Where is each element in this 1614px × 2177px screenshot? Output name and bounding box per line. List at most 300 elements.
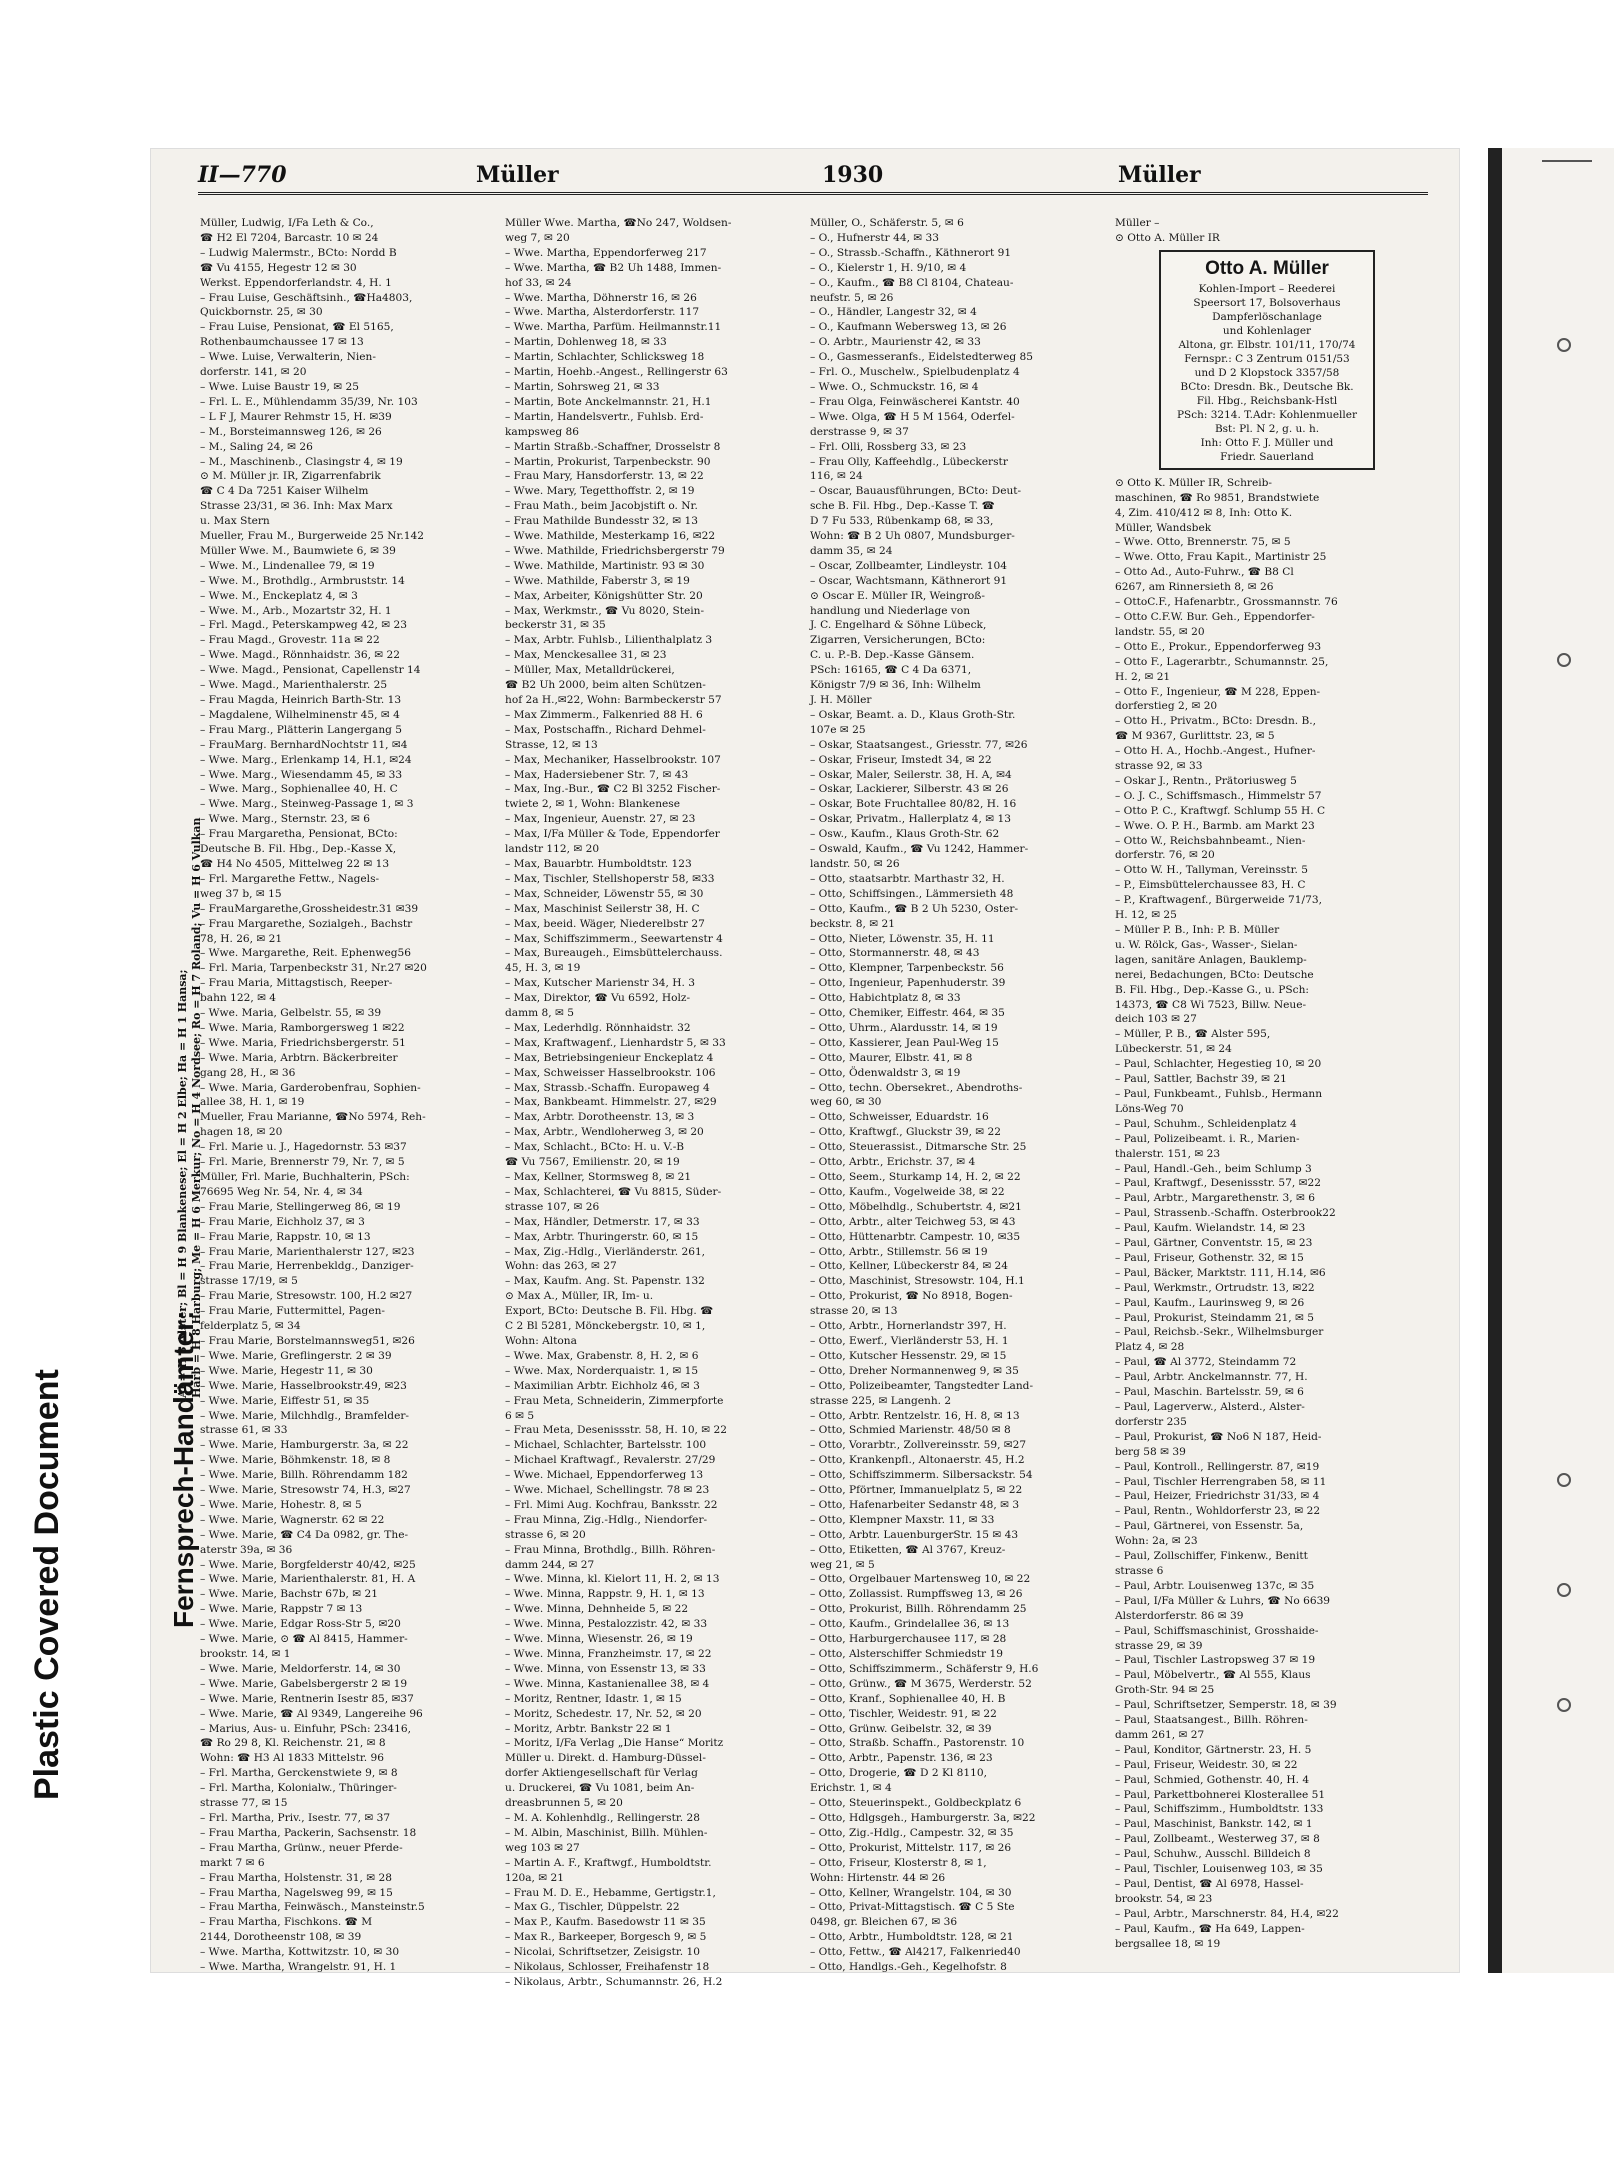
directory-entry: – Wwe. Mathilde, Martinistr. 93 ✉ 30 [505, 559, 705, 572]
directory-entry: – Wwe. M., Enckeplatz 4, ✉ 3 [200, 589, 358, 602]
directory-entry: strasse 17/19, ✉ 5 [200, 1275, 298, 1288]
binding-hole-icon [1557, 653, 1571, 667]
directory-entry: – Frau Marie, Eichholz 37, ✉ 3 [200, 1215, 365, 1228]
directory-entry: – Wwe. Maria, Garderobenfrau, Sophien- [200, 1081, 421, 1094]
directory-entry: – Martin, Handelsvertr., Fuhlsb. Erd- [505, 410, 704, 423]
directory-entry: – Moritz, Schedestr. 17, Nr. 52, ✉ 20 [505, 1707, 702, 1720]
directory-entry: – Otto, Harburgerchausee 117, ✉ 28 [810, 1633, 1007, 1646]
directory-entry: – Frau Meta, Schneiderin, Zimmerpforte [505, 1394, 724, 1407]
directory-entry: strasse 61, ✉ 33 [200, 1424, 288, 1437]
directory-entry: – Magdalene, Wilhelminenstr 45, ✉ 4 [200, 708, 400, 721]
directory-entry: – Max, Strassb.-Schaffn. Europaweg 4 [505, 1081, 710, 1094]
directory-entry: – Max, Kellner, Stormsweg 8, ✉ 21 [505, 1171, 692, 1183]
directory-entry: strasse 92, ✉ 33 [1115, 760, 1203, 773]
directory-entry: – Ludwig Malermstr., BCto: Nordd B [200, 246, 397, 259]
directory-entry: – Wwe. Marie, Milchhdlg., Bramfelder- [200, 1409, 409, 1422]
directory-entry: – Otto, Maurer, Elbstr. 41, ✉ 8 [810, 1051, 973, 1064]
directory-entry: dorferstr. 76, ✉ 20 [1115, 849, 1215, 862]
directory-entry: – Wwe. M., Arb., Mozartstr 32, H. 1 [200, 604, 392, 617]
directory-entry: B. Fil. Hbg., Dep.-Kasse G., u. PSch: [1115, 983, 1309, 996]
directory-entry: – Otto, Etiketten, ☎ Al 3767, Kreuz- [810, 1543, 1006, 1556]
directory-entry: – Wwe. Maria, Friedrichsbergerstr. 51 [200, 1036, 406, 1049]
directory-entry: Quickbornstr. 25, ✉ 30 [200, 306, 323, 319]
directory-entry: – Otto, Hafenarbeiter Sedanstr 48, ✉ 3 [810, 1498, 1020, 1511]
directory-entry: – Martin, Hoehb.-Angest., Rellingerstr 63 [505, 366, 728, 379]
directory-entry: – Frau Luise, Pensionat, ☎ El 5165, [200, 321, 394, 334]
directory-entry: Müller, Wandsbek [1115, 521, 1212, 534]
directory-entry: – Otto, Kaufm., Grindelallee 36, ✉ 13 [810, 1618, 1010, 1631]
directory-entry: beckerstr 31, ✉ 35 [505, 619, 606, 632]
directory-entry: – Wwe. Marie, Gabelsbergerstr 2 ✉ 19 [200, 1677, 408, 1690]
directory-entry: – Oskar, Bote Fruchtallee 80/82, H. 16 [810, 798, 1017, 811]
directory-entry: derstrasse 9, ✉ 37 [810, 425, 909, 438]
directory-entry: Strasse 23/31, ✉ 36. Inh: Max Marx [200, 500, 393, 513]
directory-entry: – Paul, Schmied, Gothenstr. 40, H. 4 [1115, 1773, 1310, 1786]
directory-entry: – Wwe. Mathilde, Mesterkamp 16, ✉22 [505, 530, 716, 543]
directory-entry: – Oskar J., Rentn., Prätoriusweg 5 [1115, 774, 1297, 787]
directory-entry: – Max Zimmerm., Falkenried 88 H. 6 [505, 708, 703, 721]
directory-entry: – Otto, Tischler, Weidestr. 91, ✉ 22 [810, 1707, 997, 1720]
directory-entry: – Maximilian Arbtr. Eichholz 46, ✉ 3 [505, 1379, 700, 1392]
directory-entry: – Otto, Kellner, Wrangelstr. 104, ✉ 30 [810, 1886, 1012, 1899]
directory-entry: maschinen, ☎ Ro 9851, Brandstwiete [1115, 491, 1320, 504]
directory-entry: – Martin, Sohrsweg 21, ✉ 33 [505, 380, 660, 393]
directory-entry: – Max, Bankbeamt. Himmelstr. 27, ✉29 [505, 1096, 717, 1109]
directory-entry: – Max, Bauarbtr. Humboldtstr. 123 [505, 857, 692, 870]
directory-entry: – Otto, Vorarbtr., Zollvereinsstr. 59, ✉27 [810, 1439, 1027, 1452]
directory-entry: – Otto, Drogerie, ☎ D 2 Kl 8110, [810, 1767, 987, 1780]
directory-entry: J. H. Möller [810, 694, 872, 706]
directory-entry: Müller Wwe. M., Baumwiete 6, ✉ 39 [200, 544, 396, 557]
column-3 [810, 216, 1108, 1974]
directory-entry: – Otto F., Lagerarbtr., Schumannstr. 25, [1115, 655, 1329, 668]
directory-entry: – Frau Marie, Borstelmannsweg51, ✉26 [200, 1334, 415, 1347]
directory-entry: – Paul, Strassenb.-Schaffn. Osterbrook22 [1115, 1207, 1336, 1220]
directory-entry: – Otto, Nieter, Löwenstr. 35, H. 11 [810, 932, 995, 945]
directory-entry: – Moritz, Rentner, Idastr. 1, ✉ 15 [505, 1692, 682, 1705]
directory-entry: deich 103 ✉ 27 [1115, 1013, 1197, 1026]
directory-entry: – Osw., Kaufm., Klaus Groth-Str. 62 [810, 828, 1000, 841]
directory-entry: – Wwe. Otto, Brennerstr. 75, ✉ 5 [1115, 536, 1291, 549]
directory-entry: – Otto, Prokurist, Mittelstr. 117, ✉ 26 [810, 1841, 1012, 1854]
directory-entry: – Wwe. Luise Baustr 19, ✉ 25 [200, 380, 359, 393]
directory-entry: – O. Arbtr., Maurienstr 42, ✉ 33 [810, 336, 981, 349]
directory-entry: – Wwe. Marie, Meldorferstr. 14, ✉ 30 [200, 1662, 401, 1675]
directory-entry: dreasbrunnen 5, ✉ 20 [505, 1797, 623, 1810]
directory-entry: – Wwe. Otto, Frau Kapit., Martinistr 25 [1115, 551, 1327, 564]
directory-entry: – O., Strassb.-Schaffn., Käthnerort 91 [810, 246, 1012, 259]
directory-entry: ⊙ M. Müller jr. IR, Zigarrenfabrik [200, 470, 381, 483]
directory-entry: – Otto, Arbtr. Rentzelstr. 16, H. 8, ✉ 13 [810, 1409, 1020, 1422]
directory-entry: – Otto, Maschinist, Stresowstr. 104, H.1 [810, 1275, 1025, 1288]
directory-entry: dorfer Aktiengesellschaft für Verlag [505, 1767, 698, 1780]
fernsprech-title: Fernsprech-Handämter: [168, 1310, 199, 1628]
directory-entry: – Wwe. Marie, Edgar Ross-Str 5, ✉20 [200, 1618, 401, 1631]
directory-entry: – Frl. Mimi Aug. Kochfrau, Banksstr. 22 [505, 1498, 718, 1511]
directory-entry: – Paul, Polizeibeamt. i. R., Marien- [1115, 1132, 1300, 1145]
advert-line: Fil. Hbg., Reichsbank-Hstl [1196, 394, 1338, 407]
directory-entry: – Otto, Schiffszimmerm. Silbersackstr. 54 [810, 1469, 1033, 1482]
directory-entry: – Wwe. Maria, Gelbelstr. 55, ✉ 39 [200, 1007, 382, 1020]
directory-entry: – Otto, Kraftwgf., Gluckstr 39, ✉ 22 [810, 1126, 1002, 1139]
directory-entry: Platz 4, ✉ 28 [1115, 1341, 1185, 1354]
directory-entry: – Paul, Werkmstr., Ortrudstr. 13, ✉22 [1115, 1281, 1315, 1294]
directory-entry: – M. Albin, Maschinist, Billh. Mühlen- [505, 1826, 708, 1839]
directory-entry: – Wwe. Marie, Marienthalerstr. 81, H. A [200, 1573, 416, 1586]
directory-entry: 2144, Dorotheenstr 108, ✉ 39 [200, 1931, 362, 1944]
directory-entry: – Max, Ingenieur, Auenstr. 27, ✉ 23 [505, 813, 696, 826]
directory-entry: – Max, Kutscher Marienstr 34, H. 3 [505, 977, 695, 990]
directory-entry: – Nikolaus, Arbtr., Schumannstr. 26, H.2 [505, 1975, 723, 1988]
directory-entry: – L F J, Maurer Rehmstr 15, H. ✉39 [200, 410, 392, 423]
directory-entry: – Otto, Grünw. Geibelstr. 32, ✉ 39 [810, 1722, 992, 1735]
fernsprech-margin [150, 208, 203, 1868]
directory-entry: – Wwe. Minna, Pestalozzistr. 42, ✉ 33 [505, 1618, 708, 1631]
directory-entry: – Michael Kraftwagf., Revalerstr. 27/29 [505, 1454, 716, 1467]
binding-hole-icon [1557, 338, 1571, 352]
directory-entry: – Otto, Schweisser, Eduardstr. 16 [810, 1111, 989, 1124]
directory-entry: – Frau Maria, Mittagstisch, Reeper- [200, 977, 393, 990]
directory-entry: Wohn: Altona [505, 1334, 577, 1347]
directory-entry: – Paul, Lagerverw., Alsterd., Alster- [1115, 1401, 1305, 1413]
directory-entry: ⊙ Oscar E. Müller IR, Weingroß- [810, 589, 985, 602]
directory-entry: – Frau Martha, Nagelsweg 99, ✉ 15 [200, 1886, 393, 1899]
directory-entry: – Otto H. A., Hochb.-Angest., Hufner- [1115, 745, 1316, 758]
directory-entry: – Max, Hadersiebener Str. 7, ✉ 43 [505, 768, 689, 781]
directory-entry: 76695 Weg Nr. 54, Nr. 4, ✉ 34 [200, 1185, 363, 1198]
advert-line: Speersort 17, Bolsoverhaus [1193, 296, 1341, 309]
directory-entry: – Paul, Kraftwgf., Desenissstr. 57, ✉22 [1115, 1177, 1321, 1190]
directory-entry: – Moritz, I/Fa Verlag „Die Hanse“ Moritz [505, 1737, 724, 1750]
directory-entry: aterstr 39a, ✉ 36 [200, 1543, 293, 1556]
directory-entry: Müller – [1115, 217, 1160, 229]
adjacent-page-edge [1488, 148, 1614, 1973]
directory-entry: – Martin, Prokurist, Tarpenbeckstr. 90 [505, 455, 711, 468]
directory-entry: – Frau Marie, Marienthalerstr 127, ✉23 [200, 1245, 415, 1258]
directory-entry: weg 37 b, ✉ 15 [200, 887, 282, 900]
directory-entry: damm 244, ✉ 27 [505, 1558, 595, 1571]
directory-entry: – Wwe. Marg., Wiesendamm 45, ✉ 33 [200, 768, 403, 781]
directory-entry: – Oskar, Privatm., Hallerplatz 4, ✉ 13 [810, 813, 1011, 826]
directory-entry: – Otto, Kellner, Lübeckerstr 84, ✉ 24 [810, 1260, 1009, 1273]
directory-entry: strasse 225, ✉ Langenh. 2 [810, 1394, 952, 1407]
directory-entry: – Otto, Möbelhdlg., Schubertstr. 4, ✉21 [810, 1200, 1022, 1213]
directory-entry: Müller, Ludwig, I/Fa Leth & Co., [200, 217, 374, 229]
directory-entry: – Max, Arbtr. Dorotheenstr. 13, ✉ 3 [505, 1111, 695, 1124]
directory-entry: Müller, O., Schäferstr. 5, ✉ 6 [810, 217, 964, 229]
directory-entry: landstr. 50, ✉ 26 [810, 857, 900, 870]
directory-entry: – Max, Betriebsingenieur Enckeplatz 4 [505, 1051, 714, 1064]
directory-entry: u. Max Stern [200, 515, 270, 528]
directory-entry: – Paul, Rentn., Wohldorferstr 23, ✉ 22 [1115, 1505, 1321, 1518]
directory-entry: – Max, Maschinist Seilerstr 38, H. C [505, 902, 700, 915]
directory-entry: – Max, Zig.-Hdlg., Vierländerstr. 261, [505, 1245, 706, 1258]
directory-entry: – Otto, Friseur, Klosterstr 8, ✉ 1, [810, 1856, 987, 1869]
directory-entry: – Otto, Chemiker, Eiffestr. 464, ✉ 35 [810, 1007, 1005, 1020]
directory-entry: – Wwe. Minna, von Essenstr 13, ✉ 33 [505, 1662, 706, 1675]
headword-right: Müller [1118, 162, 1201, 188]
directory-entry: – Otto, Schmied Marienstr. 48/50 ✉ 8 [810, 1424, 1011, 1437]
directory-entry: bahn 122, ✉ 4 [200, 992, 277, 1005]
directory-entry: – M. A. Kohlenhdlg., Rellingerstr. 28 [505, 1811, 700, 1824]
directory-entry: – Frau Olly, Kaffeehdlg., Lübeckerstr [810, 455, 1008, 468]
directory-entry: – Frau Margarethe, Sozialgeh., Bachstr [200, 917, 413, 930]
column-4-top [1115, 216, 1415, 246]
directory-entry: – Otto E., Prokur., Eppendorferweg 93 [1115, 640, 1322, 653]
directory-entry: Löns-Weg 70 [1115, 1102, 1184, 1115]
directory-entry: weg 7, ✉ 20 [505, 231, 570, 244]
directory-entry: – Otto, Hdlgsgeh., Hamburgerstr. 3a, ✉22 [810, 1811, 1036, 1824]
directory-entry: – Max, Postschaffn., Richard Dehmel- [505, 723, 706, 736]
directory-entry: ⊙ Max A., Müller, IR, Im- u. [505, 1290, 654, 1303]
directory-entry: – Paul, Zollbeamt., Westerweg 37, ✉ 8 [1115, 1833, 1320, 1846]
directory-entry: – Paul, Schiffszimm., Humboldtstr. 133 [1115, 1803, 1324, 1816]
advert-line: Friedr. Sauerland [1220, 450, 1314, 463]
directory-entry: 45, H. 3, ✉ 19 [505, 962, 581, 975]
directory-entry: – Otto, Steuerassist., Ditmarsche Str. 25 [810, 1141, 1027, 1154]
directory-entry: landstr 112, ✉ 20 [505, 843, 600, 856]
directory-entry: – Frau Martha, Packerin, Sachsenstr. 18 [200, 1826, 417, 1839]
advert-line: und Kohlenlager [1222, 324, 1312, 337]
directory-entry: – Wwe. Mathilde, Friedrichsbergerstr 79 [505, 544, 725, 557]
directory-entry: – Wwe. Margarethe, Reit. Ephenweg56 [200, 947, 412, 960]
directory-entry: – O. J. C., Schiffsmasch., Himmelstr 57 [1115, 789, 1322, 802]
directory-entry: twiete 2, ✉ 1, Wohn: Blankenese [505, 798, 680, 811]
directory-entry: Wohn: ☎ H3 Al 1833 Mittelstr. 96 [200, 1752, 384, 1765]
directory-entry: – Wwe. O., Schmuckstr. 16, ✉ 4 [810, 380, 979, 393]
directory-entry: kampsweg 86 [505, 425, 579, 438]
directory-entry: – Paul, Friseur, Gothenstr. 32, ✉ 15 [1115, 1251, 1304, 1264]
directory-entry: – Paul, Zollschiffer, Finkenw., Benitt [1115, 1550, 1308, 1563]
directory-entry: – Müller P. B., Inh: P. B. Müller [1115, 924, 1280, 936]
directory-entry: – Paul, Arbtr. Louisenweg 137c, ✉ 35 [1115, 1579, 1315, 1592]
directory-entry: – Wwe. Magd., Rönnhaidstr. 36, ✉ 22 [200, 649, 401, 662]
directory-entry: – Wwe. Martha, Parfüm. Heilmannstr.11 [505, 321, 722, 334]
directory-entry: Wohn: das 263, ✉ 27 [505, 1260, 617, 1273]
directory-entry: – Otto, Prokurist, Billh. Röhrendamm 25 [810, 1603, 1027, 1616]
advert-line: Inh: Otto F. J. Müller und [1200, 436, 1334, 449]
directory-entry: – Otto, Arbtr., alter Teichweg 53, ✉ 43 [810, 1215, 1016, 1228]
directory-entry: – Paul, Kaufm., Laurinsweg 9, ✉ 26 [1115, 1296, 1305, 1309]
directory-entry: – Otto, Alsterschiffer Schmiedstr 19 [810, 1648, 1003, 1660]
directory-entry: – Frau Math., beim Jacobjstift o. Nr. [505, 500, 698, 513]
directory-entry: Deutsche B. Fil. Hbg., Dep.-Kasse X, [200, 843, 397, 856]
directory-entry: – Otto, Arbtr., Humboldtstr. 128, ✉ 21 [810, 1931, 1014, 1944]
directory-entry: – Frau Marg., Plätterin Langergang 5 [200, 723, 403, 736]
directory-entry: – P., Kraftwagenf., Bürgerweide 71/73, [1115, 894, 1322, 907]
directory-entry: – Martin, Schlachter, Schlicksweg 18 [505, 351, 705, 364]
directory-entry: – Oskar, Staatsangest., Griesstr. 77, ✉26 [810, 738, 1028, 751]
directory-entry: weg 103 ✉ 27 [505, 1841, 580, 1854]
directory-entry: – Frau Martha, Feinwäsch., Mansteinstr.5 [200, 1901, 425, 1914]
directory-entry: – Paul, Arbtr., Marschnerstr. 84, H.4, ✉22 [1115, 1907, 1339, 1920]
directory-entry: – Otto, Zollassist. Rumpffsweg 13, ✉ 26 [810, 1588, 1023, 1601]
directory-entry: PSch: 16165, ☎ C 4 Da 6371, [810, 664, 972, 677]
directory-entry: – P., Eimsbüttelerchaussee 83, H. C [1115, 879, 1306, 892]
directory-entry: – Paul, Kaufm., ☎ Ha 649, Lappen- [1115, 1922, 1305, 1935]
directory-entry: – Otto, Habichtplatz 8, ✉ 33 [810, 992, 961, 1005]
directory-entry: damm 261, ✉ 27 [1115, 1728, 1205, 1741]
directory-entry: handlung und Niederlage von [810, 604, 971, 617]
directory-entry: – Wwe. Max, Norderquaistr. 1, ✉ 15 [505, 1364, 699, 1377]
column-4-bottom [1115, 476, 1415, 1952]
directory-entry: – Martin, Bote Anckelmannstr. 21, H.1 [505, 395, 712, 408]
directory-entry: landstr. 55, ✉ 20 [1115, 625, 1205, 638]
directory-entry: – Wwe. Minna, kl. Kielort 11, H. 2, ✉ 13 [505, 1573, 720, 1586]
directory-entry: C. u. P.-B. Dep.-Kasse Gänsem. [810, 649, 975, 662]
directory-entry: – Wwe. O. P. H., Barmb. am Markt 23 [1115, 819, 1315, 832]
directory-entry: ☎ M 9367, Gurlittstr. 23, ✉ 5 [1115, 730, 1275, 743]
directory-entry: – Wwe. Magd., Pensionat, Capellenstr 14 [200, 664, 421, 677]
directory-entry: – Paul, Maschin. Bartelsstr. 59, ✉ 6 [1115, 1386, 1304, 1399]
directory-entry: strasse 107, ✉ 26 [505, 1200, 600, 1213]
directory-entry: – Wwe. Minna, Wiesenstr. 26, ✉ 19 [505, 1633, 693, 1646]
directory-entry: – Wwe. Luise, Verwalterin, Nien- [200, 351, 376, 364]
directory-entry: – Wwe. Martha, ☎ B2 Uh 1488, Immen- [505, 261, 722, 274]
directory-entry: – Otto, Privat-Mittagstisch. ☎ C 5 Ste [810, 1901, 1015, 1914]
directory-entry: – Otto, Grünw., ☎ M 3675, Werderstr. 52 [810, 1677, 1032, 1690]
directory-entry: – Otto, Polizeibeamter, Tangstedter Land- [810, 1379, 1034, 1392]
directory-entry: – Otto C.F.W. Bur. Geh., Eppendorfer- [1115, 610, 1315, 623]
advert-line: Kohlen-Import – Reederei [1198, 282, 1336, 295]
directory-entry: – Wwe. Olga, ☎ H 5 M 1564, Oderfel- [810, 410, 1015, 423]
directory-entry: – Frl. Magd., Peterskampweg 42, ✉ 23 [200, 619, 407, 632]
directory-entry: – Oskar, Beamt. a. D., Klaus Groth-Str. [810, 708, 1016, 721]
directory-entry: – Max, Schneider, Löwenstr 55, ✉ 30 [505, 887, 704, 900]
fernsprech-line-1: Al = H 3 Alster; Bl = H 9 Blankenese; El = H 2 Elbe; Ha = H 1 Hansa; [176, 969, 189, 1398]
directory-entry: – Wwe. Michael, Schellingstr. 78 ✉ 23 [505, 1484, 710, 1497]
directory-entry: – Otto, Seem., Sturkamp 14, H. 2, ✉ 22 [810, 1171, 1021, 1183]
directory-entry: allee 38, H. 1, ✉ 19 [200, 1096, 305, 1109]
directory-entry: – Otto P. C., Kraftwgf. Schlump 55 H. C [1115, 804, 1326, 817]
directory-entry: – Paul, Arbtr., Margarethenstr. 3, ✉ 6 [1115, 1192, 1315, 1205]
directory-entry: – Max, Arbtr., Wendloherweg 3, ✉ 20 [505, 1126, 704, 1139]
directory-entry: – Max, beeid. Wäger, Niederelbstr 27 [505, 917, 705, 930]
directory-entry: – Wwe. Marg., Erlenkamp 14, H.1, ✉24 [200, 753, 412, 766]
directory-entry: – Frau Marie, Stresowstr. 100, H.2 ✉27 [200, 1290, 413, 1303]
directory-entry: 120a, ✉ 21 [505, 1871, 564, 1884]
directory-entry: ☎ H2 El 7204, Barcastr. 10 ✉ 24 [200, 231, 379, 244]
directory-entry: – Wwe. Marie, Billh. Röhrendamm 182 [200, 1469, 408, 1482]
directory-entry: dorferstr 235 [1115, 1415, 1187, 1428]
directory-entry: – M., Saling 24, ✉ 26 [200, 440, 313, 453]
directory-entry: – Wwe. Max, Grabenstr. 8, H. 2, ✉ 6 [505, 1349, 699, 1362]
directory-entry: – Max, Arbtr. Thuringerstr. 60, ✉ 15 [505, 1230, 699, 1243]
directory-entry: – Wwe. Marie, Rappstr 7 ✉ 13 [200, 1603, 363, 1616]
advert-line: Dampferlöschanlage [1212, 310, 1322, 323]
otto-mueller-advert [1159, 250, 1375, 470]
directory-entry: – Max, Kraftwagenf., Lienhardstr 5, ✉ 33 [505, 1036, 726, 1049]
directory-entry: – Max, Händler, Detmerstr. 17, ✉ 33 [505, 1215, 700, 1228]
directory-entry: – Moritz, Arbtr. Bankstr 22 ✉ 1 [505, 1722, 672, 1735]
directory-entry: – M., Borsteimannsweg 126, ✉ 26 [200, 425, 382, 438]
directory-entry: – Otto Ad., Auto-Fuhrw., ☎ B8 Cl [1115, 566, 1294, 579]
directory-entry: – Otto, Steuerinspekt., Goldbeckplatz 6 [810, 1797, 1022, 1810]
directory-entry: strasse 77, ✉ 15 [200, 1797, 288, 1810]
directory-entry: weg 60, ✉ 30 [810, 1096, 882, 1109]
directory-entry: – Müller, Max, Metalldrückerei, [505, 664, 675, 677]
directory-entry: – Otto, Ingenieur, Papenhuderstr. 39 [810, 977, 1006, 990]
column-2 [505, 216, 803, 1988]
directory-entry: – Martin A. F., Kraftwgf., Humboldtstr. [505, 1856, 712, 1869]
directory-entry: – Otto F., Ingenieur, ☎ M 228, Eppen- [1115, 685, 1321, 698]
directory-entry: – Otto, Pförtner, Immanuelplatz 5, ✉ 22 [810, 1484, 1023, 1497]
directory-entry: – Otto, Krankenpfl., Altonaerstr. 45, H.2 [810, 1454, 1025, 1467]
directory-entry: – Oskar, Lackierer, Silberstr. 43 ✉ 26 [810, 783, 1009, 796]
directory-entry: – Max, I/Fa Müller & Tode, Eppendorfer [505, 828, 720, 841]
directory-entry: C 2 Bl 5281, Mönckebergstr. 10, ✉ 1, [505, 1320, 706, 1333]
directory-entry: – Max, Ing.-Bur., ☎ C2 Bl 3252 Fischer- [505, 783, 721, 796]
advert-line: Altona, gr. Elbstr. 101/11, 170/74 [1178, 338, 1356, 351]
directory-entry: – O., Hufnerstr 44, ✉ 33 [810, 231, 940, 244]
directory-entry: – Otto, Schiffszimmerm., Schäferstr 9, H.6 [810, 1662, 1039, 1675]
directory-entry: – Frl. Margarethe Fettw., Nagels- [200, 872, 380, 885]
directory-entry: – Wwe. Mathilde, Faberstr 3, ✉ 19 [505, 574, 690, 587]
directory-entry: beckstr. 8, ✉ 21 [810, 917, 895, 930]
directory-entry: – Otto, Zig.-Hdlg., Campestr. 32, ✉ 35 [810, 1826, 1014, 1839]
directory-entry: – Otto, Arbtr. LauenburgerStr. 15 ✉ 43 [810, 1528, 1019, 1541]
directory-entry: – Frl. L. E., Mühlendamm 35/39, Nr. 103 [200, 395, 418, 408]
directory-entry: – Paul, Tischler, Louisenweg 103, ✉ 35 [1115, 1863, 1323, 1876]
directory-entry: berg 58 ✉ 39 [1115, 1445, 1186, 1458]
directory-entry: ☎ Vu 4155, Hegestr 12 ✉ 30 [200, 261, 357, 274]
directory-entry: – Frau Marie, Futtermittel, Pagen- [200, 1305, 385, 1318]
directory-entry: – Max, Kaufm. Ang. St. Papenstr. 132 [505, 1275, 705, 1288]
directory-entry: – Wwe. Minna, Kastanienallee 38, ✉ 4 [505, 1677, 710, 1690]
directory-entry: Königstr 7/9 ✉ 36, Inh: Wilhelm [810, 679, 981, 692]
directory-entry: – Frl. Martha, Kolonialw., Thüringer- [200, 1782, 397, 1795]
directory-entry: – Otto, Prokurist, ☎ No 8918, Bogen- [810, 1290, 1013, 1303]
directory-entry: – Paul, Maschinist, Bankstr. 142, ✉ 1 [1115, 1818, 1313, 1831]
directory-entry: – Martin Straßb.-Schaffner, Drosselstr 8 [505, 440, 721, 453]
year: 1930 [822, 162, 884, 188]
directory-entry: Werkst. Eppendorferlandstr. 4, H. 1 [200, 276, 392, 289]
directory-entry: – Max, Tischler, Stellshoperstr 58, ✉33 [505, 872, 715, 885]
directory-entry: – Wwe. Marie, Eiffestr 51, ✉ 35 [200, 1394, 370, 1407]
directory-entry: – Paul, Staatsangest., Billh. Röhren- [1115, 1714, 1308, 1727]
advert-line: Bst: Pl. N 2, g. u. h. [1214, 422, 1320, 435]
directory-entry: 78, H. 26, ✉ 21 [200, 932, 283, 945]
directory-entry: Erichstr. 1, ✉ 4 [810, 1782, 892, 1795]
directory-entry: – Frl. Marie, Brennerstr 79, Nr. 7, ✉ 5 [200, 1156, 405, 1169]
directory-entry: – Frl. Martha, Gerckenstwiete 9, ✉ 8 [200, 1767, 398, 1780]
directory-entry: – Otto, Kaufm., ☎ B 2 Uh 5230, Oster- [810, 902, 1019, 915]
directory-entry: markt 7 ✉ 6 [200, 1856, 265, 1869]
directory-entry: – Otto, Hüttenarbtr. Campestr. 10, ✉35 [810, 1230, 1021, 1243]
directory-entry: – Otto, techn. Obersekret., Abendroths- [810, 1081, 1023, 1094]
directory-entry: H. 2, ✉ 21 [1115, 670, 1171, 683]
directory-entry: – Otto, Klempner, Tarpenbeckstr. 56 [810, 962, 1004, 975]
directory-entry: – Oskar, Maler, Seilerstr. 38, H. A, ✉4 [810, 768, 1012, 781]
binding-hole-icon [1557, 1698, 1571, 1712]
directory-entry: strasse 6 [1115, 1564, 1164, 1577]
directory-entry: ☎ Vu 7567, Emilienstr. 20, ✉ 19 [505, 1156, 680, 1169]
directory-entry: – Wwe. Marie, ⊙ ☎ Al 8415, Hammer- [200, 1633, 408, 1646]
advert-line: und D 2 Klopstock 3357/58 [1194, 366, 1340, 379]
binding-hole-icon [1557, 1583, 1571, 1597]
directory-entry: Wohn: ☎ B 2 Uh 0807, Mundsburger- [810, 530, 1015, 543]
directory-entry: Müller Wwe. Martha, ☎No 247, Woldsen- [505, 217, 732, 229]
directory-entry: – Frau M. D. E., Hebamme, Gertigstr.1, [505, 1886, 716, 1899]
directory-entry: – Otto, Klempner Maxstr. 11, ✉ 33 [810, 1513, 995, 1526]
directory-entry: – Wwe. Mary, Tegetthoffstr. 2, ✉ 19 [505, 485, 695, 498]
directory-entry: – Müller, P. B., ☎ Alster 595, [1115, 1028, 1271, 1041]
directory-entry: – Max, Schiffszimmerm., Seewartenstr 4 [505, 932, 723, 945]
advert-title: Otto A. Müller [1205, 257, 1329, 279]
directory-entry: – Nikolaus, Schlosser, Freihafenstr 18 [505, 1961, 710, 1974]
directory-entry: – FrauMargarethe,Grossheidestr.31 ✉39 [200, 902, 419, 915]
directory-entry: ☎ H4 No 4505, Mittelweg 22 ✉ 13 [200, 857, 390, 870]
